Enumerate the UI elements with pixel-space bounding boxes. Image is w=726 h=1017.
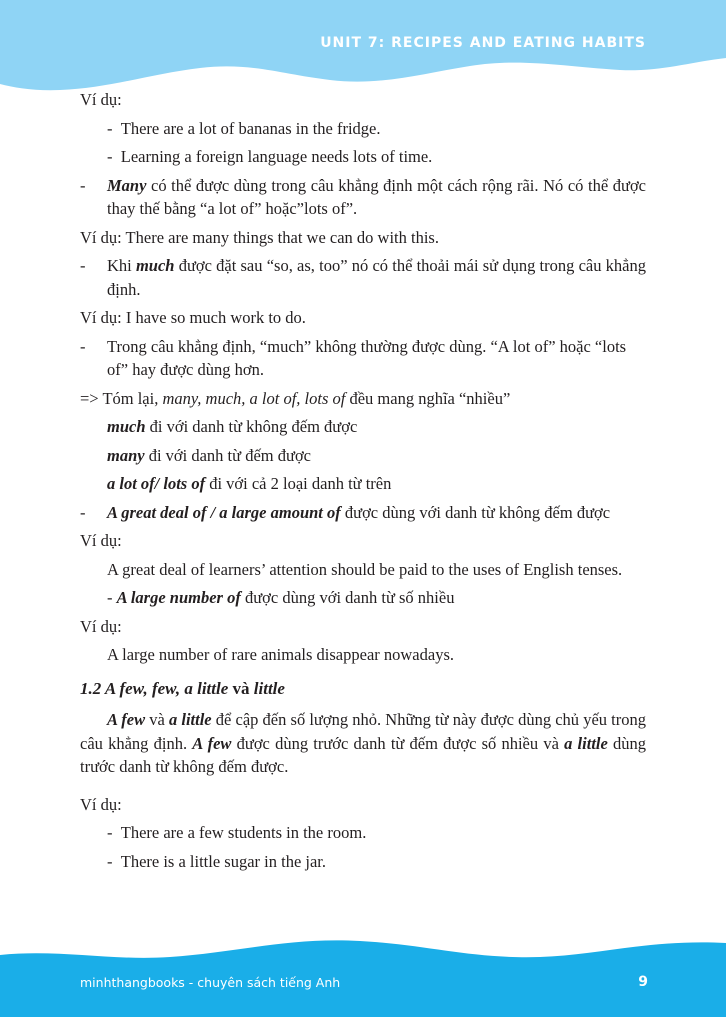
summary: => Tóm lại, many, much, a lot of, lots of đều mang nghĩa “nhiều”: [80, 388, 511, 408]
example-large-number: A large number of rare animals disappear nowadays.: [107, 645, 454, 664]
example-great-deal: A great deal of learners’ attention should be paid to the uses of English tenses.: [107, 559, 623, 579]
rule-great-deal: - A great deal of / a large amount of được dùng với danh từ không đếm được: [80, 502, 611, 522]
page-footer: [0, 927, 726, 1017]
example-label: Ví dụ:: [80, 794, 122, 814]
section-paragraph: A few và a little để cập đến số lượng nhỏ. Những từ này được dùng chủ yếu trong câu khẳng định. A few được dùng trước danh từ đếm được số nhiều và a little dùng trước danh từ không đếm được.: [80, 710, 647, 776]
rule-many: - Many có thể được dùng trong câu khẳng định một cách rộng rãi. Nó có thể được thay thế bằng “a lot of” hoặc”lots of”.: [80, 175, 646, 218]
example-many: Ví dụ: There are many things that we can do with this.: [80, 227, 439, 247]
example-line: - Learning a foreign language needs lots of time.: [107, 147, 433, 166]
rule-lot-of: - Trong câu khẳng định, “much” không thường được dùng. “A lot of” hoặc “lots of” hay được dùng hơn.: [80, 336, 627, 379]
example-much: Ví dụ: I have so much work to do.: [80, 308, 306, 327]
summary-line: many đi với danh từ đếm được: [107, 445, 311, 465]
summary-line: a lot of/ lots of đi với cả 2 loại danh từ trên: [107, 474, 392, 493]
page-content: [80, 88, 646, 873]
brand-text: minhthangbooks - chuyên sách tiếng Anh: [80, 975, 341, 990]
unit-title: UNIT 7: RECIPES AND EATING HABITS: [320, 35, 646, 51]
example-label: Ví dụ:: [80, 90, 122, 109]
example-label: Ví dụ:: [80, 616, 122, 636]
example-line: - There are a lot of bananas in the fridge.: [107, 118, 381, 138]
summary-line: much đi với danh từ không đếm được: [107, 417, 358, 436]
page-number: 9: [638, 974, 648, 990]
example-line: - There are a few students in the room.: [107, 823, 367, 842]
rule-much: - Khi much được đặt sau “so, as, too” nó có thể thoải mái sử dụng trong câu khẳng định.: [80, 256, 647, 299]
section-heading: 1.2 A few, few, a little và little: [80, 678, 285, 698]
rule-large-number: - A large number of được dùng với danh từ số nhiều: [107, 588, 455, 607]
example-line: - There is a little sugar in the jar.: [107, 851, 327, 871]
example-label: Ví dụ:: [80, 531, 122, 550]
footer-wave-shape: [0, 927, 726, 1017]
